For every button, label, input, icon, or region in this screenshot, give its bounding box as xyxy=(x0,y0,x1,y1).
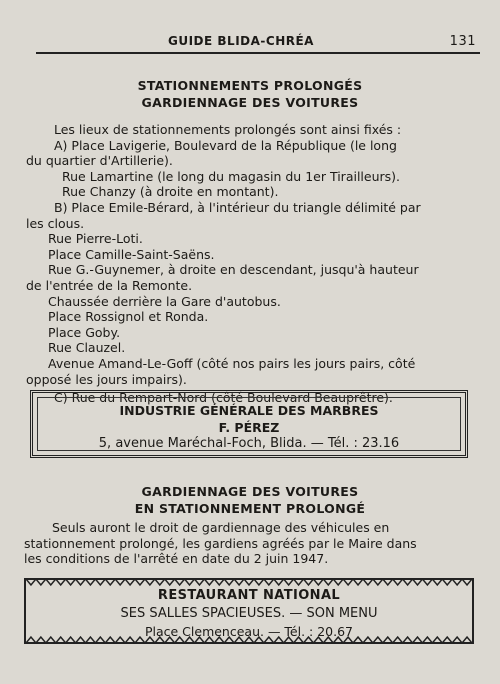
paragraph-line: de l'entrée de la Remonte. xyxy=(26,277,193,293)
section2-body xyxy=(24,520,464,567)
section2-heading-1: GARDIENNAGE DES VOITURES xyxy=(141,484,359,499)
section1-heading-1: STATIONNEMENTS PROLONGÉS xyxy=(137,78,363,93)
paragraph-line: stationnement prolongé, les gardiens agréés par le Maire dans xyxy=(24,535,417,551)
paragraph-line: C) Rue du Rempart-Nord (côté Boulevard Beauprêtre). xyxy=(54,390,393,406)
paragraph-line: Rue G.-Guynemer, à droite en descendant, jusqu'à hauteur xyxy=(48,262,419,278)
running-title: GUIDE BLIDA-CHRÉA xyxy=(168,34,314,48)
paragraph-line: Rue Clauzel. xyxy=(48,340,126,356)
paragraph-line: Place Goby. xyxy=(48,324,121,340)
section1-body xyxy=(26,122,466,406)
paragraph-line: les clous. xyxy=(26,215,85,231)
paragraph-line: B) Place Emile-Bérard, à l'intérieur du triangle délimité par xyxy=(54,199,421,215)
ad-owner-name: F. PÉREZ xyxy=(218,420,280,435)
advertisement-marbres xyxy=(30,390,468,458)
ad-company-name: INDUSTRIE GÉNÉRALE DES MARBRES xyxy=(119,403,379,418)
paragraph-line: du quartier d'Artillerie). xyxy=(26,153,173,169)
ad-address: 5, avenue Maréchal-Foch, Blida. — Tél. : 23.16 xyxy=(98,436,400,451)
section2-heading-2: EN STATIONNEMENT PROLONGÉ xyxy=(134,501,366,516)
zigzag-border-top xyxy=(26,579,472,587)
paragraph-line: Seuls auront le droit de gardiennage des véhicules en xyxy=(52,520,390,535)
page-header xyxy=(20,34,482,52)
paragraph-line: A) Place Lavigerie, Boulevard de la République (le long xyxy=(54,137,397,153)
paragraph-line: Place Camille-Saint-Saëns. xyxy=(48,246,215,262)
paragraph-line: Rue Lamartine (le long du magasin du 1er Tirailleurs). xyxy=(62,168,401,184)
ad-restaurant-name: RESTAURANT NATIONAL xyxy=(157,588,341,603)
advertisement-restaurant xyxy=(24,578,474,644)
paragraph-line: opposé les jours impairs). xyxy=(26,371,187,387)
paragraph-line: les conditions de l'arrêté en date du 2 juin 1947. xyxy=(24,551,329,567)
section1-heading-2: GARDIENNAGE DES VOITURES xyxy=(141,95,359,110)
header-rule xyxy=(36,52,480,54)
paragraph-line: Rue Pierre-Loti. xyxy=(48,231,143,247)
ad-restaurant-tagline: SES SALLES SPACIEUSES. — SON MENU xyxy=(120,606,378,621)
paragraph-line: Chaussée derrière la Gare d'autobus. xyxy=(48,293,281,309)
page-number: 131 xyxy=(449,34,476,49)
paragraph-line: Avenue Amand-Le-Goff (côté nos pairs les jours pairs, côté xyxy=(48,355,416,371)
paragraph-line: Rue Chanzy (à droite en montant). xyxy=(62,184,279,200)
paragraph-line: Place Rossignol et Ronda. xyxy=(48,309,209,325)
ad-restaurant-address: Place Clemenceau. — Tél. : 20.67 xyxy=(144,624,354,639)
paragraph-line: Les lieux de stationnements prolongés sont ainsi fixés : xyxy=(54,122,402,137)
